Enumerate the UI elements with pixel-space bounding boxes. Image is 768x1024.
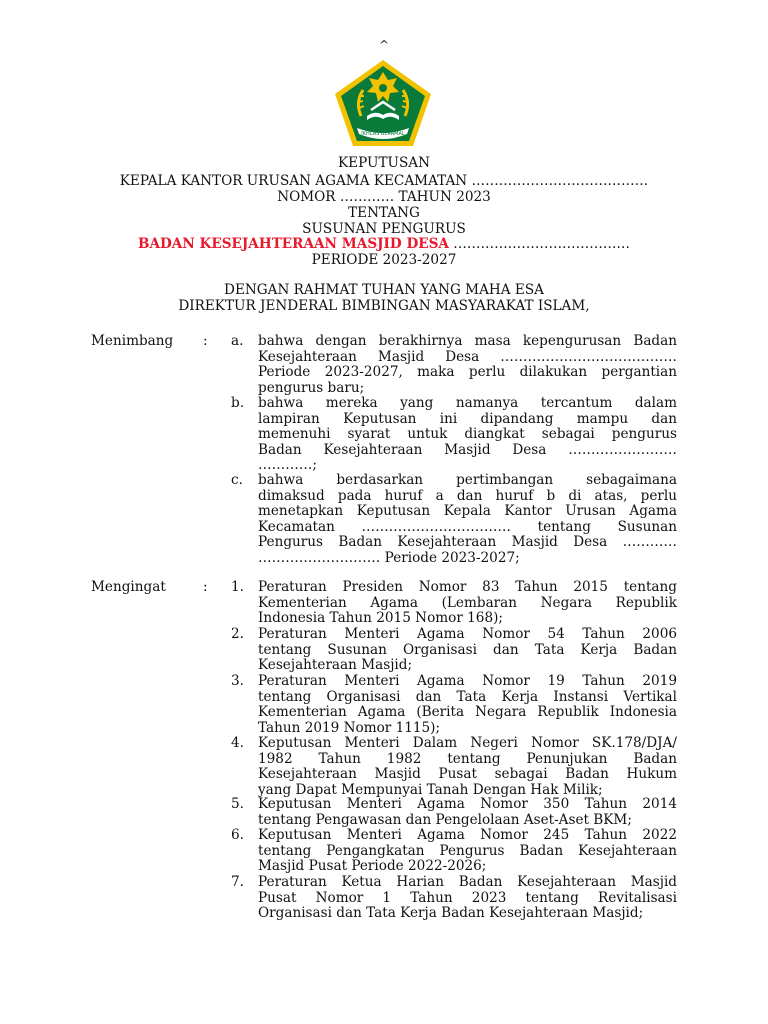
mengingat-line-row [258, 627, 677, 642]
mengingat-line-row [258, 596, 677, 611]
doc-title: KEPUTUSAN [338, 155, 430, 171]
mengingat-label: Mengingat [91, 579, 166, 595]
menimbang-line-row [258, 489, 677, 504]
bkm-red-text: BADAN KESEJAHTERAAN MASJID DESA [137, 236, 449, 252]
mengingat-item-line: Kesejahteraan Masjid Pusat sebagai Badan Hukum [258, 766, 677, 782]
menimbang-item-line: …………; [258, 457, 317, 473]
mengingat-item-line: Kesejahteraan Masjid; [258, 657, 413, 673]
mengingat-item-line: Peraturan Menteri Agama Nomor 19 Tahun 2019 [258, 673, 677, 689]
header-line-rahmat: DENGAN RAHMAT TUHAN YANG MAHA ESA [224, 282, 544, 298]
mengingat-item-line: Peraturan Presiden Nomor 83 Tahun 2015 tentang [258, 579, 677, 595]
mengingat-item-line: tentang Pengawasan dan Pengelolaan Aset-Aset BKM; [258, 811, 632, 828]
menimbang-item-line: Periode 2023-2027, maka perlu dilakukan pergantian [258, 364, 677, 380]
mengingat-item-line: 1982 Tahun 1982 tentang Penunjukan Badan [258, 750, 677, 767]
mengingat-item-line: Indonesia Tahun 2015 Nomor 168); [258, 610, 503, 626]
header-line-bkm [0, 237, 768, 252]
mengingat-line-row [258, 752, 677, 767]
menimbang-item-number: a. [231, 333, 244, 349]
mengingat-line-row [258, 859, 677, 874]
bkm-dots: ………………………………… [448, 236, 631, 252]
mengingat-line-row [258, 658, 677, 673]
mengingat-item-line: Keputusan Menteri Agama Nomor 245 Tahun 2022 [258, 827, 677, 843]
mengingat-line-row [258, 813, 677, 828]
menimbang-line-row [258, 551, 677, 566]
mengingat-line-row [258, 906, 677, 921]
mengingat-line-row [258, 844, 677, 859]
menimbang-item-line: lampiran Keputusan ini dipandang mampu dan [258, 410, 677, 427]
mengingat-line-row [258, 875, 677, 890]
mengingat-item-line: Kementerian Agama (Berita Negara Republik Indonesia [258, 704, 677, 720]
mengingat-item-line: Keputusan Menteri Agama Nomor 350 Tahun 2014 [258, 796, 677, 812]
mengingat-line-row [258, 828, 677, 843]
kemenag-emblem-icon [333, 58, 433, 148]
menimbang-item-line: menetapkan Keputusan Kepala Kantor Urusan Agama [258, 503, 677, 519]
menimbang-item-line: Badan Kesejahteraan Masjid Desa …………………… [258, 441, 677, 458]
menimbang-line-row [258, 412, 677, 427]
mengingat-item-line: yang Dapat Mempunyai Tanah Dengan Hak Milik; [258, 781, 603, 798]
mengingat-line-row [258, 705, 677, 720]
mengingat-item-line: Kementerian Agama (Lembaran Negara Republik [258, 594, 677, 611]
mengingat-item-line: tentang Pengangkatan Pengurus Badan Kesejahteraan [258, 842, 677, 859]
menimbang-line-row [258, 365, 677, 380]
menimbang-line-row [258, 520, 677, 535]
caret-mark: ^ [379, 38, 390, 52]
menimbang-colon: : [203, 333, 208, 349]
mengingat-line-row [258, 674, 677, 689]
menimbang-item-line: memenuhi syarat untuk diangkat sebagai pengurus [258, 426, 677, 442]
menimbang-line-row [258, 350, 677, 365]
menimbang-line-row [258, 443, 677, 458]
menimbang-item-line: bahwa berdasarkan pertimbangan sebagaimana [258, 472, 677, 488]
menimbang-item-number: b. [231, 395, 245, 411]
mengingat-item-number: 2. [231, 626, 244, 642]
menimbang-item-line: Kesejahteraan Masjid Desa ………………………………… [258, 348, 677, 365]
menimbang-line-row [258, 535, 677, 550]
menimbang-item-line: Pengurus Badan Kesejahteraan Masjid Desa ………… [258, 534, 677, 550]
mengingat-item-line: Tahun 2019 Nomor 1115); [258, 719, 441, 736]
mengingat-line-row [258, 580, 677, 595]
menimbang-line-row [258, 473, 677, 488]
menimbang-line-row [258, 504, 677, 519]
mengingat-item-number: 6. [231, 827, 244, 843]
menimbang-item-line: pengurus baru; [258, 379, 365, 396]
mengingat-line-row [258, 643, 677, 658]
menimbang-line-row [258, 458, 677, 473]
mengingat-item-line: tentang Organisasi dan Tata Kerja Instansi Vertikal [258, 688, 677, 705]
menimbang-item-line: bahwa dengan berakhirnya masa kepengurusan Badan [258, 333, 677, 349]
menimbang-label: Menimbang [91, 333, 174, 349]
menimbang-item-line: bahwa mereka yang namanya tercantum dalam [258, 395, 677, 411]
menimbang-line-row [258, 381, 677, 396]
header-line-kepala: KEPALA KANTOR URUSAN AGAMA KECAMATAN ………………………………… [119, 173, 649, 189]
mengingat-item-line: Masjid Pusat Periode 2022-2026; [258, 858, 487, 874]
mengingat-line-row [258, 891, 677, 906]
header-line-nomor: NOMOR ………… TAHUN 2023 [277, 189, 491, 205]
header-line-periode: PERIODE 2023-2027 [311, 252, 457, 268]
mengingat-line-row [258, 611, 677, 626]
mengingat-item-number: 5. [231, 796, 244, 812]
mengingat-item-line: Keputusan Menteri Dalam Negeri Nomor SK.178/DJA/ [258, 735, 677, 751]
mengingat-item-line: Organisasi dan Tata Kerja Badan Kesejahteraan Masjid; [258, 905, 644, 921]
mengingat-line-row [258, 797, 677, 812]
menimbang-line-row [258, 334, 677, 349]
menimbang-item-number: c. [231, 472, 243, 488]
mengingat-item-number: 1. [231, 579, 244, 595]
mengingat-item-number: 3. [231, 673, 244, 689]
mengingat-line-row [258, 721, 677, 736]
mengingat-item-line: Pusat Nomor 1 Tahun 2023 tentang Revitalisasi [258, 889, 677, 906]
mengingat-item-number: 7. [231, 874, 244, 890]
mengingat-colon: : [203, 579, 208, 595]
header-line-susunan: SUSUNAN PENGURUS [302, 221, 466, 237]
header-line-dirjen: DIREKTUR JENDERAL BIMBINGAN MASYARAKAT ISLAM, [178, 298, 590, 314]
mengingat-item-line: Peraturan Menteri Agama Nomor 54 Tahun 2006 [258, 626, 677, 642]
header-line-tentang: TENTANG [348, 205, 420, 221]
mengingat-line-row [258, 690, 677, 705]
svg-text:IKHLAS BERAMAL: IKHLAS BERAMAL [361, 131, 405, 137]
mengingat-item-line: tentang Susunan Organisasi dan Tata Kerja Badan [258, 641, 677, 658]
mengingat-item-number: 4. [231, 735, 244, 751]
menimbang-item-line: Kecamatan …………………………… tentang Susunan [258, 518, 677, 535]
menimbang-line-row [258, 427, 677, 442]
mengingat-line-row [258, 767, 677, 782]
menimbang-item-line: dimaksud pada huruf a dan huruf b di atas, perlu [258, 487, 677, 504]
mengingat-item-line: Peraturan Ketua Harian Badan Kesejahteraan Masjid [258, 874, 677, 890]
menimbang-line-row [258, 396, 677, 411]
menimbang-item-line: ……………………… Periode 2023-2027; [258, 549, 520, 566]
mengingat-line-row [258, 736, 677, 751]
